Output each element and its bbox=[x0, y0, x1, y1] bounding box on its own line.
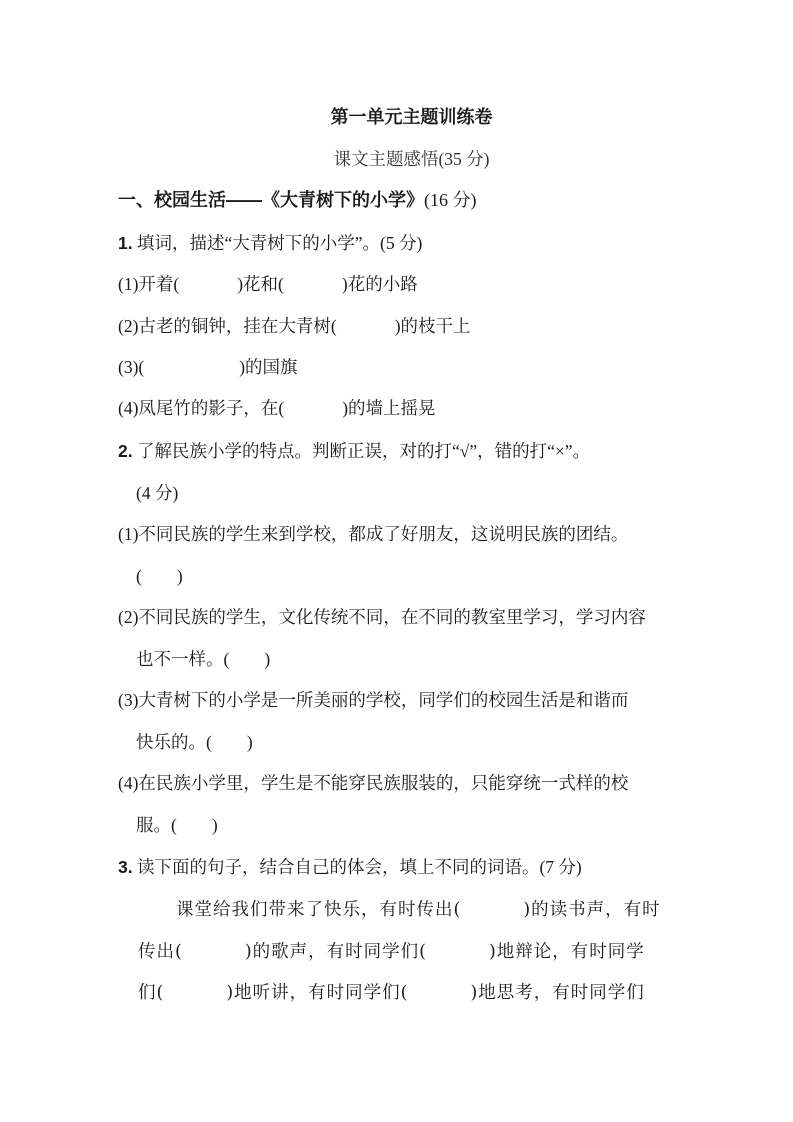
item-text: )的墙上摇晃 bbox=[342, 398, 436, 418]
passage-text: )的读书声，有时 bbox=[523, 900, 661, 920]
question-number: 1. bbox=[118, 233, 133, 253]
q2-item-4-line1: (4)在民族小学里，学生是不能穿民族服装的，只能穿统一式样的校 bbox=[118, 773, 629, 793]
q2-item-3-line1: (3)大青树下的小学是一所美丽的学校，同学们的校园生活是和谐而 bbox=[118, 690, 629, 710]
question-number: 3. bbox=[118, 857, 133, 877]
item-text: )的枝干上 bbox=[394, 316, 471, 336]
question-text: 读下面的句子，结合自己的体会，填上不同的词语。(7 分) bbox=[136, 857, 582, 877]
q1-item-3 bbox=[118, 356, 298, 378]
item-text: )花的小路 bbox=[341, 274, 418, 294]
q3-passage-line-3 bbox=[138, 982, 645, 1004]
question-1-prompt bbox=[118, 232, 422, 254]
q2-item-1-answer[interactable]: ( ) bbox=[136, 566, 183, 586]
passage-text: )地辩论，有时同学 bbox=[488, 942, 645, 962]
page-title: 第一单元主题训练卷 bbox=[330, 107, 493, 127]
question-number: 2. bbox=[118, 441, 133, 461]
section-heading bbox=[118, 189, 477, 211]
item-text: (1)开着( bbox=[118, 274, 180, 294]
q1-item-2 bbox=[118, 315, 471, 337]
passage-text: 传出( bbox=[138, 942, 183, 962]
question-2-score: (4 分) bbox=[136, 483, 179, 503]
q1-item-1 bbox=[118, 273, 418, 295]
item-text: (2)古老的铜钟，挂在大青树( bbox=[118, 316, 337, 336]
item-text: )花和( bbox=[237, 274, 284, 294]
passage-text: 们( bbox=[138, 983, 165, 1003]
q2-item-1-line1: (1)不同民族的学生来到学校，都成了好朋友，这说明民族的团结。 bbox=[118, 524, 629, 544]
page-subtitle: 课文主题感悟(35 分) bbox=[333, 149, 490, 169]
question-2-prompt bbox=[118, 440, 590, 462]
passage-text: 课堂给我们带来了快乐，有时传出( bbox=[176, 900, 462, 920]
item-text: (3)( bbox=[118, 357, 145, 377]
passage-text: )地思考，有时同学们 bbox=[470, 983, 645, 1003]
question-3-prompt bbox=[118, 856, 582, 878]
q2-item-3-line2[interactable]: 快乐的。( ) bbox=[136, 732, 253, 752]
passage-text: )地听讲，有时同学们( bbox=[226, 983, 409, 1003]
q2-item-4-line2[interactable]: 服。( ) bbox=[136, 815, 218, 835]
q1-item-4 bbox=[118, 397, 436, 419]
section-title: 一、校园生活——《大青树下的小学》 bbox=[118, 190, 424, 210]
item-text: (4)凤尾竹的影子，在( bbox=[118, 398, 285, 418]
q2-item-2-line1: (2)不同民族的学生，文化传统不同，在不同的教室里学习，学习内容 bbox=[118, 607, 646, 627]
question-text: 了解民族小学的特点。判断正误，对的打“√”，错的打“×”。 bbox=[136, 441, 591, 461]
item-text: )的国旗 bbox=[239, 357, 298, 377]
q3-passage-line-1 bbox=[176, 899, 661, 921]
question-text: 填词，描述“大青树下的小学”。(5 分) bbox=[136, 233, 423, 253]
section-score: (16 分) bbox=[424, 190, 477, 210]
q3-passage-line-2 bbox=[138, 941, 645, 963]
passage-text: )的歌声，有时同学们( bbox=[244, 942, 427, 962]
q2-item-2-line2[interactable]: 也不一样。( ) bbox=[136, 649, 271, 669]
